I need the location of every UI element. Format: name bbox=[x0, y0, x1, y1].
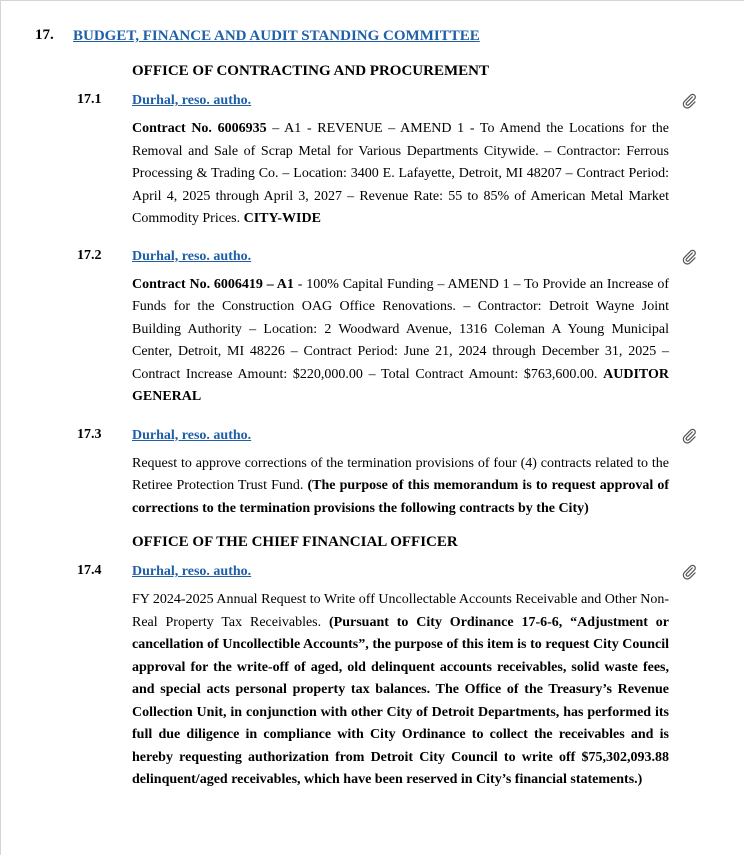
agenda-item-17-3 bbox=[1, 426, 744, 521]
item-purpose: (Pursuant to City Ordinance 17-6-6, “Adjustment or cancellation of Uncollectible Accounts”, the purpose of this item is to request City Council approval for the write-off of aged, old delinquent accounts receivables, solid waste fees, and special acts personal property tax balances. The Office of the Treasury’s Revenue Collection Unit, in conjunction with other City of Detroit Departments, has performed its full due diligence in compliance with City Ordinance to collect the receivables and is hereby requesting authorization from Detroit City Council to write off $75,302,093.88 delinquent/aged receivables, which have been reserved in City’s financial statements.) bbox=[132, 614, 669, 787]
agenda-item-17-1 bbox=[1, 91, 744, 231]
item-text-bold: – A1 bbox=[262, 276, 294, 292]
paperclip-icon[interactable] bbox=[680, 427, 698, 445]
item-text: – A1 - REVENUE – AMEND 1 - To Amend the Locations for the Removal and Sale of Scrap Metal for Various Departments Citywide. – Contractor: Ferrous Processing & Trading Co. – Location: 3400 E. Lafayette, Detroit, MI 48207 – Contract Period: April 4, 2025 through April 3, 2027 – Revenue Rate: 55 to 85% of American Metal Market Commodity Prices. bbox=[132, 121, 670, 226]
paperclip-icon[interactable] bbox=[680, 563, 698, 581]
department-heading-contracting: OFFICE OF CONTRACTING AND PROCUREMENT bbox=[132, 63, 489, 79]
contract-number: Contract No. 6006935 bbox=[132, 121, 267, 136]
agenda-item-17-2 bbox=[1, 247, 744, 409]
item-resolution-link[interactable]: Durhal, reso. autho. bbox=[132, 248, 252, 264]
item-text: - 100% Capital Funding – AMEND 1 – To Provide an Increase of Funds for the Construction OAG Office Renovations. – Contractor: Detroit Wayne Joint Building Authority – Location: 2 Woodward Avenue, 1316 Coleman A Young Municipal Center, Detroit, MI 48226 – Contract Period: June 21, 2024 through December 31, 2025 – Contract Increase Amount: $220,000.00 – Total Contract Amount: $763,600.00. bbox=[132, 276, 670, 382]
contract-number: Contract No. 6006419 bbox=[132, 276, 263, 292]
item-tag: CITY-WIDE bbox=[243, 211, 321, 226]
item-text: Request to approve corrections of the termination provisions of four (4) contracts related to the Retiree Protection Trust Fund. bbox=[132, 455, 669, 493]
item-description bbox=[132, 453, 669, 521]
section-number: 17. bbox=[35, 27, 54, 43]
item-text: FY 2024-2025 Annual Request to Write off Uncollectable Accounts Receivable and Other Non-Real Property Tax Receivables. bbox=[132, 592, 669, 630]
item-description bbox=[132, 589, 669, 792]
item-purpose: (The purpose of this memorandum is to request approval of corrections to the termination provisions the following contracts by the City) bbox=[132, 478, 669, 516]
department-heading-cfo: OFFICE OF THE CHIEF FINANCIAL OFFICER bbox=[132, 534, 458, 550]
section-header bbox=[1, 27, 744, 53]
agenda-item-17-4 bbox=[1, 562, 744, 792]
item-number: 17.1 bbox=[77, 92, 102, 107]
item-description bbox=[132, 274, 669, 409]
paperclip-icon[interactable] bbox=[680, 92, 698, 110]
item-resolution-link[interactable]: Durhal, reso. autho. bbox=[132, 564, 252, 579]
item-number: 17.4 bbox=[77, 563, 102, 578]
paperclip-icon[interactable] bbox=[680, 248, 698, 266]
item-number: 17.3 bbox=[77, 426, 102, 442]
item-number: 17.2 bbox=[77, 247, 102, 263]
item-resolution-link[interactable]: Durhal, reso. autho. bbox=[132, 427, 252, 443]
section-title-link[interactable]: BUDGET, FINANCE AND AUDIT STANDING COMMITTEE bbox=[73, 28, 480, 44]
item-resolution-link[interactable]: Durhal, reso. autho. bbox=[132, 93, 252, 108]
item-description bbox=[132, 118, 669, 231]
item-tag: AUDITOR GENERAL bbox=[132, 366, 669, 404]
